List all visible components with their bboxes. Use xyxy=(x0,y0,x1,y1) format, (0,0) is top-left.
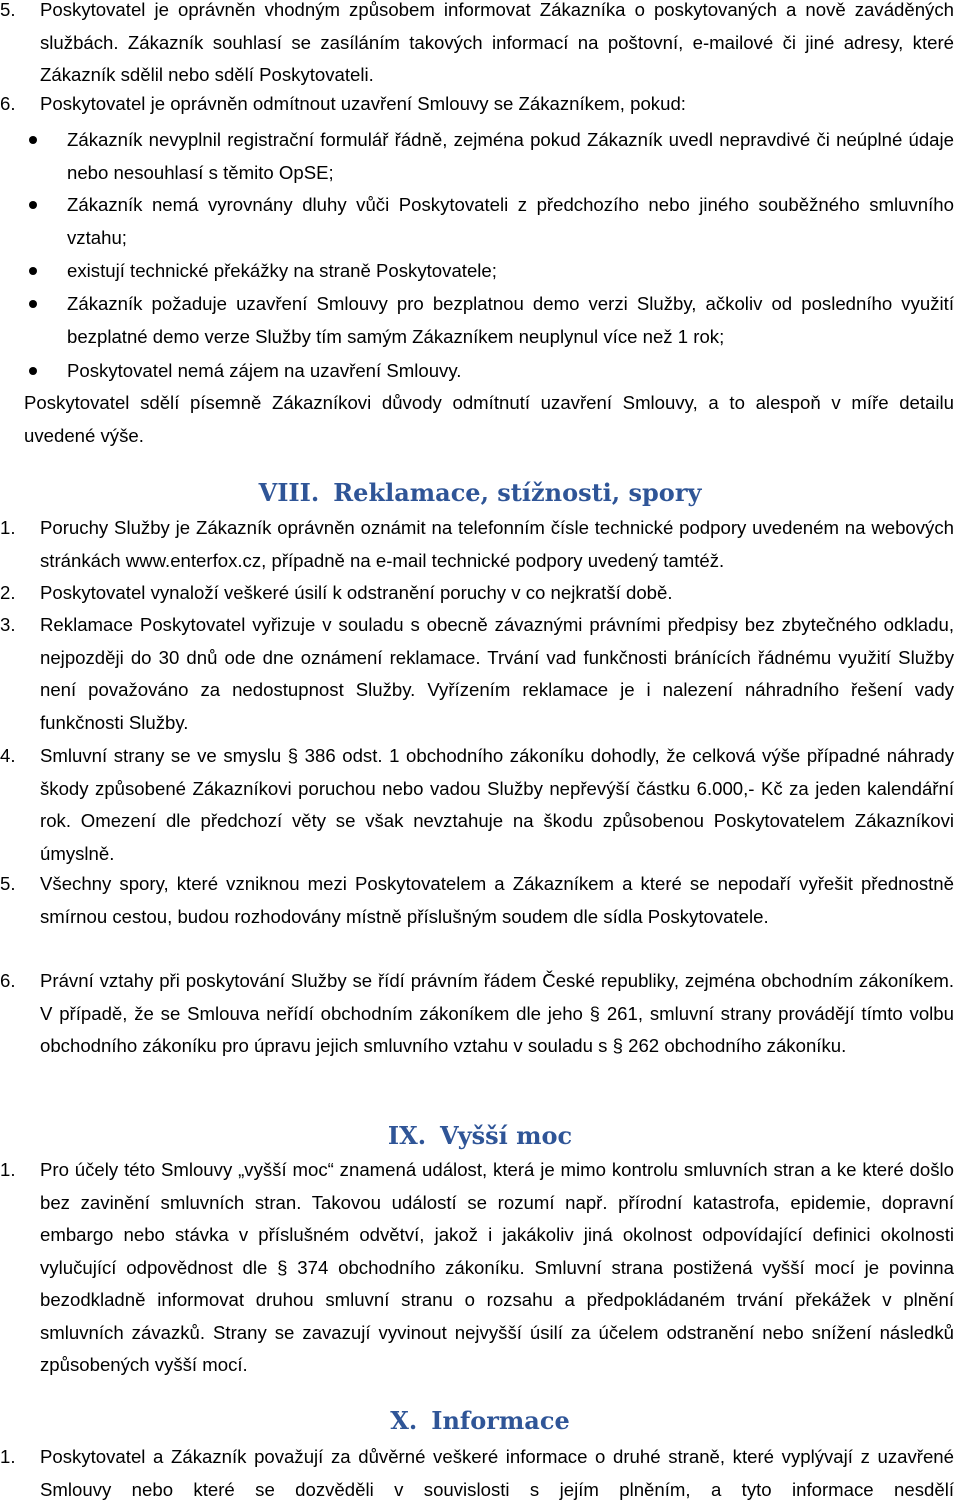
list-item-text: Zákazník nemá vyrovnány dluhy vůči Poskytovateli z předchozího nebo jiného souběžného smluvního vztahu; xyxy=(67,194,954,248)
section-number: VIII. xyxy=(258,478,320,507)
clause-number: 5. xyxy=(0,0,16,20)
list-item-text: existují technické překážky na straně Poskytovatele; xyxy=(67,260,497,281)
clause-number: 1. xyxy=(0,1159,16,1180)
section-number: X. xyxy=(390,1406,418,1435)
list-item xyxy=(67,255,954,288)
bullet-icon xyxy=(29,300,37,308)
clause-8-3 xyxy=(0,609,954,739)
list-item-text: Zákazník nevyplnil registrační formulář řádně, zejména pokud Zákazník uvedl nepravdivé či neúplné údaje nebo nesouhlasí s těmito OpSE; xyxy=(67,129,954,183)
clause-text: Poskytovatel je oprávněn vhodným způsobem informovat Zákazníka o poskytovaných a nově zaváděných službách. Zákazník souhlasí se zasíláním takových informací na poštovní, e-mailové či jiné adresy, které Zákazník sdělil nebo sdělí Poskytovateli. xyxy=(40,0,954,85)
clause-number: 2. xyxy=(0,582,16,603)
clause-9-1 xyxy=(0,1154,954,1382)
section-title: Vyšší moc xyxy=(440,1121,573,1150)
clause-number: 1. xyxy=(0,1446,16,1467)
clause-number: 3. xyxy=(0,614,16,635)
clause-7-6 xyxy=(0,88,954,121)
clause-10-1 xyxy=(0,1441,954,1506)
clause-text: Právní vztahy při poskytování Služby se řídí právním řádem České republiky, zejména obchodním zákoníkem. V případě, že se Smlouva neřídí obchodním zákoníkem dle jeho § 261, smluvní strany provádějí tímto volbu obchodního zákoníku pro úpravu jejich smluvního vztahu v souladu s § 262 obchodního zákoníku. xyxy=(40,970,954,1056)
clause-number: 4. xyxy=(0,745,16,766)
section-number: IX. xyxy=(387,1121,427,1150)
clause-8-1 xyxy=(0,512,954,577)
bullet-icon xyxy=(29,201,37,209)
clause-text: Smluvní strany se ve smyslu § 386 odst. 1 obchodního zákoníku dohodly, že celková výše případné náhrady škody způsobené Zákazníkovi poruchou nebo vadou Služby nepřevýší částku 6.000,- Kč za jeden kalendářní rok. Omezení dle předchozí věty se však nevztahuje na škodu způsobenou Poskytovatelem Zákazníkovi úmyslně. xyxy=(40,745,954,864)
clause-8-5 xyxy=(0,868,954,933)
bullet-icon xyxy=(29,267,37,275)
clause-number: 6. xyxy=(0,970,16,991)
clause-number: 6. xyxy=(0,93,16,114)
section-title: Informace xyxy=(431,1406,570,1435)
clause-text: Poruchy Služby je Zákazník oprávněn oznámit na telefonním čísle technické podpory uvedeném na webových stránkách www.enterfox.cz, případně na e-mail technické podpory uvedený tamtéž. xyxy=(40,517,954,571)
list-item-text: Poskytovatel nemá zájem na uzavření Smlouvy. xyxy=(67,360,462,381)
clause-text: Všechny spory, které vzniknou mezi Poskytovatelem a Zákazníkem a které se nepodaří vyřešit přednostně smírnou cestou, budou rozhodovány místně příslušným soudem dle sídla Poskytovatele. xyxy=(40,873,954,927)
clause-text: Poskytovatel a Zákazník považují za důvěrné veškeré informace o druhé straně, které vyplývají z uzavřené Smlouvy nebo které se dozvěděli v souvislosti s jejím plněním, a tyto informace nesdělí xyxy=(40,1446,954,1500)
clause-number: 1. xyxy=(0,517,16,538)
list-item xyxy=(67,124,954,189)
list-item xyxy=(67,288,954,353)
clause-8-4 xyxy=(0,740,954,870)
list-item xyxy=(67,189,954,254)
section-heading-x xyxy=(0,1406,960,1436)
clause-number: 5. xyxy=(0,873,16,894)
section-title: Reklamace, stížnosti, spory xyxy=(333,478,702,507)
clause-8-2 xyxy=(0,577,954,610)
section-heading-viii xyxy=(0,478,960,508)
bullet-icon xyxy=(29,136,37,144)
bullet-icon xyxy=(29,367,37,375)
clause-text: Poskytovatel je oprávněn odmítnout uzavření Smlouvy se Zákazníkem, pokud: xyxy=(40,93,686,114)
clause-text: Poskytovatel vynaloží veškeré úsilí k odstranění poruchy v co nejkratší době. xyxy=(40,582,673,603)
clause-text: Pro účely této Smlouvy „vyšší moc“ znamená událost, která je mimo kontrolu smluvních stran a ke které došlo bez zavinění smluvních stran. Takovou událostí se rozumí např. přírodní katastrofa, epidemie, dopravní embargo nebo stávka v příslušném odvětví, jakož i jakákoliv jiná okolnost odpovídající definici okolnosti vylučující odpovědnost dle § 374 obchodního zákoníku. Smluvní strana postižená vyšší mocí je povinna bezodkladně informovat druhou smluvní stranu o rozsahu a předpokládaném trvání překážek v plnění smluvních závazků. Strany se zavazují vyvinout nejvyšší úsilí za účelem odstranění nebo snížení následků způsobených vyšší mocí. xyxy=(40,1159,954,1375)
list-item-text: Zákazník požaduje uzavření Smlouvy pro bezplatnou demo verzi Služby, ačkoliv od posledního využití bezplatné demo verze Služby tím samým Zákazníkem neuplynul více než 1 rok; xyxy=(67,293,954,347)
list-item xyxy=(67,355,954,388)
clause-text: Reklamace Poskytovatel vyřizuje v souladu s obecně závaznými právními předpisy bez zbytečného odkladu, nejpozději do 30 dnů ode dne oznámení reklamace. Trvání vad funkčnosti bránících řádnému využití Služby není považováno za nedostupnost Služby. Vyřízením reklamace je i nalezení náhradního řešení vady funkčnosti Služby. xyxy=(40,614,954,733)
clause-7-5 xyxy=(0,0,954,92)
closing-paragraph: Poskytovatel sdělí písemně Zákazníkovi důvody odmítnutí uzavření Smlouvy, a to alespoň v míře detailu uvedené výše. xyxy=(24,392,954,446)
clause-8-6 xyxy=(0,965,954,1063)
section-heading-ix xyxy=(0,1121,960,1151)
